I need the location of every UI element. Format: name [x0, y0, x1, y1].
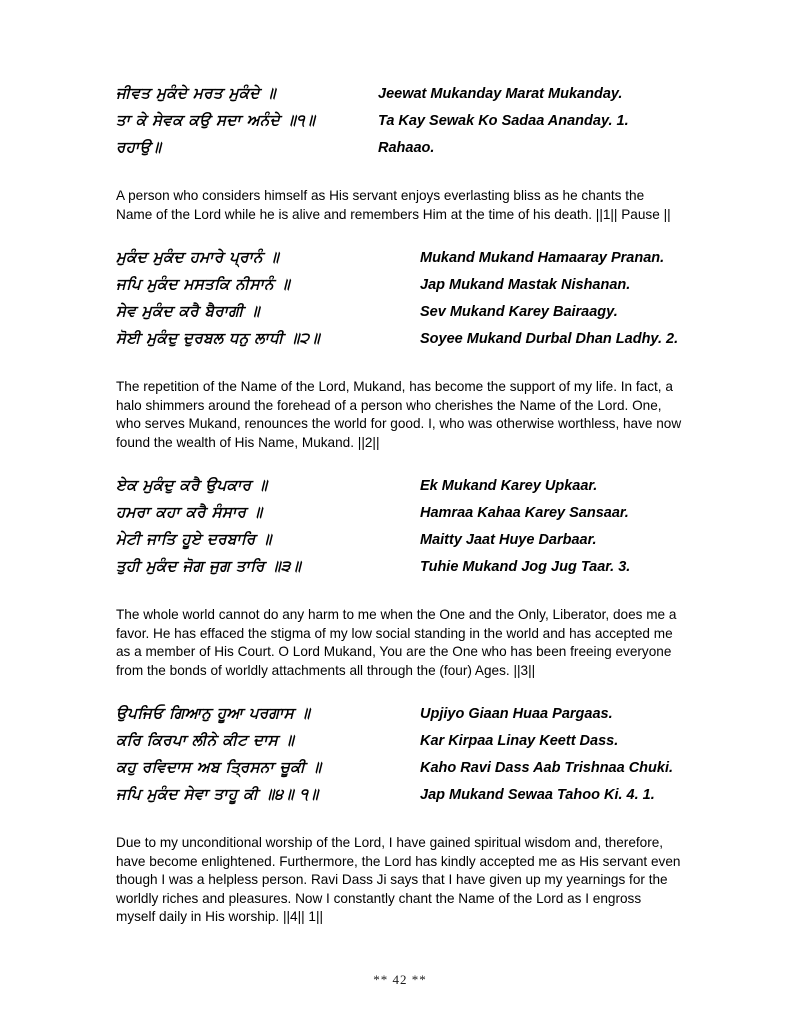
- spacer: [116, 680, 684, 700]
- transliteration-text: Jap Mukand Sewaa Tahoo Ki. 4. 1.: [420, 787, 655, 803]
- gurmukhi-text: ਕਰਿ ਕਿਰਪਾ ਲੀਨੇ ਕੀਟ ਦਾਸ ॥: [116, 731, 295, 749]
- gurmukhi-text: ਮੇਟੀ ਜਾਤਿ ਹੂਏ ਦਰਬਾਰਿ ॥: [116, 530, 272, 548]
- explanation-paragraph: Due to my unconditional worship of the Lord, I have gained spiritual wisdom and, therefore, have become enlightened. Furthermore, the Lord has kindly accepted me as His servant even though I was a helpless person. Ravi Dass Ji says that I have given up my yearnings for the worldly riches and pleasures. Now I constantly chant the Name of the Lord as I engross myself daily in His worship. ||4|| 1||: [116, 835, 681, 924]
- verse-line: [116, 134, 684, 161]
- verse-line: [116, 499, 684, 526]
- gurmukhi-text: ਜਪਿ ਮੁਕੰਦ ਸੇਵਾ ਤਾਹੂ ਕੀ ॥੪॥ ੧॥: [116, 785, 319, 803]
- spacer: [116, 224, 684, 244]
- page-number: ** 42 **: [373, 972, 427, 987]
- gurmukhi-text: ਤਾ ਕੇ ਸੇਵਕ ਕਉ ਸਦਾ ਅਨੰਦੇ ॥੧॥: [116, 111, 316, 129]
- transliteration-text: Ta Kay Sewak Ko Sadaa Ananday. 1.: [378, 113, 629, 129]
- transliteration-text: Tuhie Mukand Jog Jug Taar. 3.: [420, 559, 631, 575]
- verse-line: [116, 80, 684, 107]
- transliteration-text: Soyee Mukand Durbal Dhan Ladhy. 2.: [420, 331, 679, 347]
- gurmukhi-text: ਏਕ ਮੁਕੰਦੁ ਕਰੈ ਉਪਕਾਰ ॥: [116, 476, 268, 494]
- gurmukhi-text: ਹਮਰਾ ਕਹਾ ਕਰੈ ਸੰਸਾਰ ॥: [116, 503, 263, 521]
- verse-line: [116, 298, 684, 325]
- transliteration-text: Ek Mukand Karey Upkaar.: [420, 478, 598, 494]
- transliteration-text: Hamraa Kahaa Karey Sansaar.: [420, 505, 629, 521]
- gurmukhi-text: ਰਹਾਉ॥: [116, 138, 162, 156]
- verse-line: [116, 781, 684, 808]
- page-content: [116, 80, 684, 927]
- verse-line: [116, 526, 684, 553]
- verse-line: [116, 472, 684, 499]
- verse-block: [116, 472, 684, 580]
- verse-line: [116, 325, 684, 352]
- verse-line: [116, 553, 684, 580]
- transliteration-text: Upjiyo Giaan Huaa Pargaas.: [420, 706, 613, 722]
- verse-line: [116, 754, 684, 781]
- transliteration-text: Kar Kirpaa Linay Keett Dass.: [420, 733, 619, 749]
- verse-line: [116, 700, 684, 727]
- gurmukhi-text: ਮੁਕੰਦ ਮੁਕੰਦ ਹਮਾਰੇ ਪ੍ਰਾਨੰ ॥: [116, 248, 280, 266]
- transliteration-text: Sev Mukand Karey Bairaagy.: [420, 304, 618, 320]
- verse-line: [116, 107, 684, 134]
- transliteration-text: Maitty Jaat Huye Darbaar.: [420, 532, 597, 548]
- spacer: [116, 580, 684, 606]
- spacer: [116, 452, 684, 472]
- gurmukhi-text: ਸੇਵ ਮੁਕੰਦ ਕਰੈ ਬੈਰਾਗੀ ॥: [116, 302, 260, 320]
- spacer: [116, 161, 684, 187]
- verse-block: [116, 244, 684, 352]
- spacer: [116, 352, 684, 378]
- transliteration-text: Kaho Ravi Dass Aab Trishnaa Chuki.: [420, 760, 674, 776]
- gurmukhi-text: ਉਪਜਿਓ ਗਿਆਨੁ ਹੂਆ ਪਰਗਾਸ ॥: [116, 704, 311, 722]
- gurmukhi-text: ਜੀਵਤ ਮੁਕੰਦੇ ਮਰਤ ਮੁਕੰਦੇ ॥: [116, 84, 276, 102]
- transliteration-text: Rahaao.: [378, 140, 435, 156]
- explanation-paragraph: The whole world cannot do any harm to me when the One and the Only, Liberator, does me a favor. He has effaced the stigma of my low social standing in the world and has accepted me as a member of His Court. O Lord Mukand, You are the One who has been freeing everyone from the bonds of worldly attachments all through the (four) Ages. ||3||: [116, 607, 677, 678]
- transliteration-text: Jap Mukand Mastak Nishanan.: [420, 277, 631, 293]
- verse-line: [116, 244, 684, 271]
- gurmukhi-text: ਕਹੁ ਰਵਿਦਾਸ ਅਬ ਤ੍ਰਿਸਨਾ ਚੂਕੀ ॥: [116, 758, 322, 776]
- spacer: [116, 808, 684, 834]
- verse-block: [116, 700, 684, 808]
- gurmukhi-text: ਸੋਈ ਮੁਕੰਦੁ ਦੁਰਬਲ ਧਨੁ ਲਾਧੀ ॥੨॥: [116, 329, 320, 347]
- verse-line: [116, 271, 684, 298]
- gurmukhi-text: ਤੁਹੀ ਮੁਕੰਦ ਜੋਗ ਜੁਗ ਤਾਰਿ ॥੩॥: [116, 557, 302, 575]
- verse-line: [116, 727, 684, 754]
- explanation-paragraph: The repetition of the Name of the Lord, Mukand, has become the support of my life. In fact, a halo shimmers around the forehead of a person who cherishes the Name of the Lord. One, who serves Mukand, renounces the world for good. I, who was otherwise worthless, have now found the wealth of His Name, Mukand. ||2||: [116, 379, 682, 450]
- explanation-paragraph: A person who considers himself as His servant enjoys everlasting bliss as he chants the Name of the Lord while he is alive and remembers Him at the time of his death. ||1|| Pause ||: [116, 188, 671, 222]
- transliteration-text: Mukand Mukand Hamaaray Pranan.: [420, 250, 665, 266]
- verse-block: [116, 80, 684, 161]
- gurmukhi-text: ਜਪਿ ਮੁਕੰਦ ਮਸਤਕਿ ਨੀਸਾਨੰ ॥: [116, 275, 291, 293]
- transliteration-text: Jeewat Mukanday Marat Mukanday.: [378, 86, 623, 102]
